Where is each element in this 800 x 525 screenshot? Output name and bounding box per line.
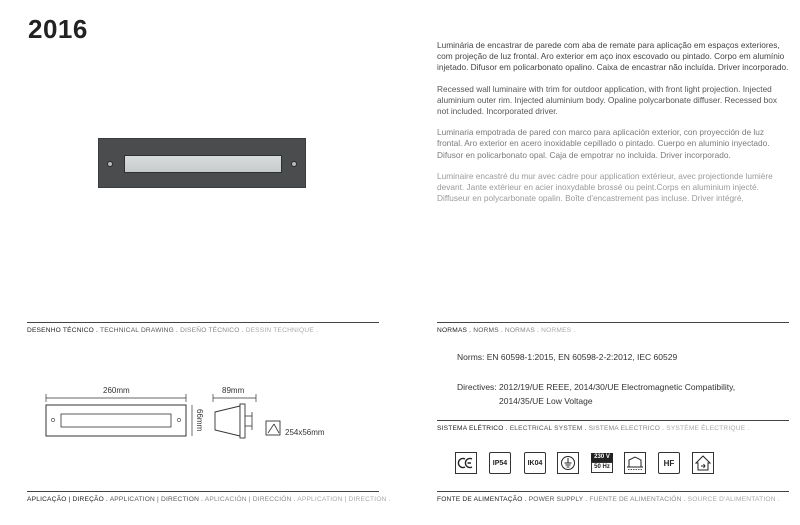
- rule-electrical: [437, 420, 789, 421]
- section-application: APLICAÇÃO | DIREÇÃO . APPLICATION | DIRECTION . APLICACIÓN | DIRECCIÓN . APPLICATION | DIRECTION .: [27, 496, 391, 503]
- voltage-icon: 230 V 50 Hz: [590, 452, 614, 474]
- cutout-dimension-label: 254x56mm: [285, 428, 325, 437]
- rule-application: [27, 491, 379, 492]
- section-technical-drawing: DESENHO TÉCNICO . TECHNICAL DRAWING . DISEÑO TÉCNICO . DESSIN TECHNIQUE .: [27, 327, 318, 334]
- description-pt: Luminária de encastrar de parede com aba de remate para aplicação em espaços exteriores, com projeção de luz frontal. Aro exterior em aço inox escovado ou pintado. Corpo em alumínio injetado. Difusor em policarbonato opalino. Caixa de encastrar não incluída. Driver incorporado.: [437, 40, 789, 73]
- install-surface-icon: [624, 452, 646, 474]
- rule-power-supply: [437, 491, 789, 492]
- ip-rating-icon: IP54: [489, 452, 511, 474]
- directives-line-1: Directives: 2012/19/UE REEE, 2014/30/UE Electromagnetic Compatibility,: [457, 382, 736, 392]
- section-power-supply: FONTE DE ALIMENTAÇÃO . POWER SUPPLY . FUENTE DE ALIMENTACIÓN . SOURCE D'ALIMENTATION .: [437, 496, 780, 503]
- height-dimension-label: 66mm: [195, 409, 204, 432]
- directives-line-2: 2014/35/UE Low Voltage: [499, 396, 593, 406]
- hf-driver-icon: HF: [658, 452, 680, 474]
- description-en: Recessed wall luminaire with trim for outdoor application, with front light projection. Injected aluminium outer rim. Injected aluminium body. Opaline polycarbonate diffuser. Recessed box not included. Incorporated driver.: [437, 83, 778, 117]
- ce-mark-icon: [455, 452, 477, 474]
- section-electrical: SISTEMA ELÉTRICO . ELECTRICAL SYSTEM . SISTEMA ELECTRICO . SYSTÈME ÉLECTRIQUE .: [437, 425, 750, 432]
- section-norms: NORMAS . NORMS . NORMAS . NORMES .: [437, 327, 576, 334]
- indoor-use-icon: [692, 452, 714, 474]
- ik-rating-icon: IK04: [524, 452, 546, 474]
- product-code-title: 2016: [28, 14, 88, 44]
- description-es: Luminaria empotrada de pared con marco para aplicación exterior, con proyección de luz frontal. Aro exterior en acero inoxidable cepillado o pintado. Cuerpo en aluminio inyectado. Difusor en policarbonato opal. Caja de empotrar no incluida. Driver incorporado.: [437, 127, 770, 160]
- description-fr: Luminaire encastré du mur avec cadre pour application extérieur, avec projectionde lumière devant. Jante extérieur en acier inoxydable brossé ou peint.Corps en aluminium injecté. Diffuseur en polycarbonate opalin. Boîte d'encastrement pas incluse. Driver intégré.: [437, 170, 773, 204]
- width-dimension-label: 260mm: [103, 386, 130, 395]
- norms-text: Norms: EN 60598-1:2015, EN 60598-2-2:2012, IEC 60529: [457, 352, 678, 362]
- earth-class-icon: [557, 452, 579, 474]
- depth-dimension-label: 89mm: [222, 386, 245, 395]
